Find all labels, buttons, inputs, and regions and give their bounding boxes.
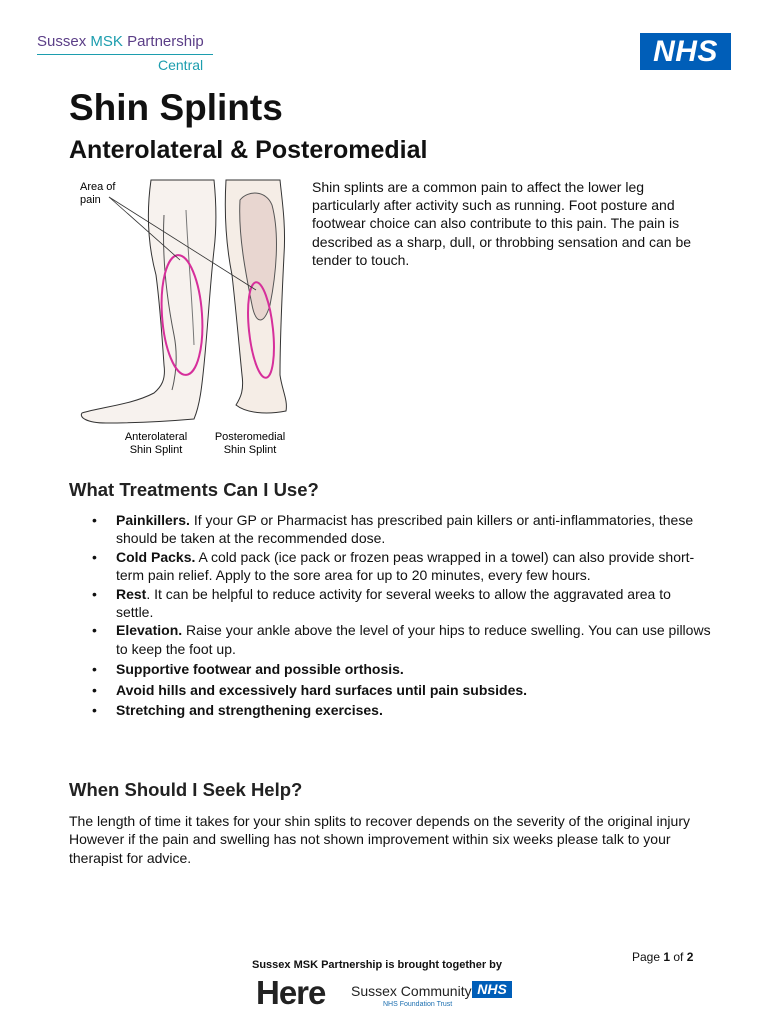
org-subname: Central	[158, 57, 204, 73]
seek-help-heading: When Should I Seek Help?	[69, 779, 303, 800]
footer-text: Sussex MSK Partnership is brought together by	[252, 959, 502, 971]
treatments-list	[92, 511, 712, 719]
nhs-foundation-trust-label: NHS Foundation Trust	[383, 1001, 453, 1008]
page-number: Page 1 of 2	[632, 950, 694, 964]
area-label-line2: pain	[80, 194, 101, 206]
list-item: • Avoid hills and excessively hard surfaces until pain subsides.	[92, 681, 712, 699]
right-leg-drawing	[225, 180, 286, 413]
left-leg-drawing	[81, 180, 216, 423]
caption-right-line1: Posteromedial	[214, 431, 286, 443]
list-item: • Cold Packs. A cold pack (ice pack or frozen peas wrapped in a towel) can also provide short-term pain relief. Apply to the sore area for up to 20 minutes, every few hours.	[92, 548, 712, 585]
nhs-logo: NHS	[640, 33, 731, 70]
caption-left-line2: Shin Splint	[129, 444, 183, 456]
treatments-heading: What Treatments Can I Use?	[69, 479, 319, 500]
area-label-line1: Area of	[80, 181, 116, 193]
here-logo: Here	[256, 974, 326, 1011]
seek-help-paragraph: The length of time it takes for your shin splits to recover depends on the severity of the original injury However if the pain and swelling has not shown improvement within six weeks please talk to your therapist for advice.	[69, 813, 690, 866]
list-item: • Painkillers. If your GP or Pharmacist has prescribed pain killers or anti-inflammatories, these should be taken at the recommended dose.	[92, 511, 712, 548]
shin-splint-illustration	[76, 175, 301, 460]
sussex-community-logo-text: Sussex Community	[351, 983, 472, 999]
list-item: • Rest. It can be helpful to reduce activity for several weeks to allow the aggravated area to settle.	[92, 585, 712, 622]
sussex-community-nhs-logo: NHS	[472, 981, 512, 998]
list-item: • Elevation. Raise your ankle above the level of your hips to reduce swelling. You can use pillows to keep the foot up.	[92, 621, 712, 658]
page-subtitle: Anterolateral & Posteromedial	[69, 136, 428, 164]
page-title: Shin Splints	[69, 87, 283, 128]
intro-paragraph: Shin splints are a common pain to affect the lower leg particularly after activity such as running. Foot posture and footwear choice can also contribute to this pain. The pain is described as a sharp, dull, or throbbing sensation and can be tender to touch.	[312, 179, 692, 268]
caption-left-line1: Anterolateral	[124, 431, 188, 443]
org-name: Sussex MSK Partnership	[37, 33, 204, 50]
list-item: • Stretching and strengthening exercises.	[92, 701, 712, 719]
caption-right-line2: Shin Splint	[223, 444, 277, 456]
org-divider	[37, 54, 213, 55]
list-item: • Supportive footwear and possible orthosis.	[92, 660, 712, 678]
